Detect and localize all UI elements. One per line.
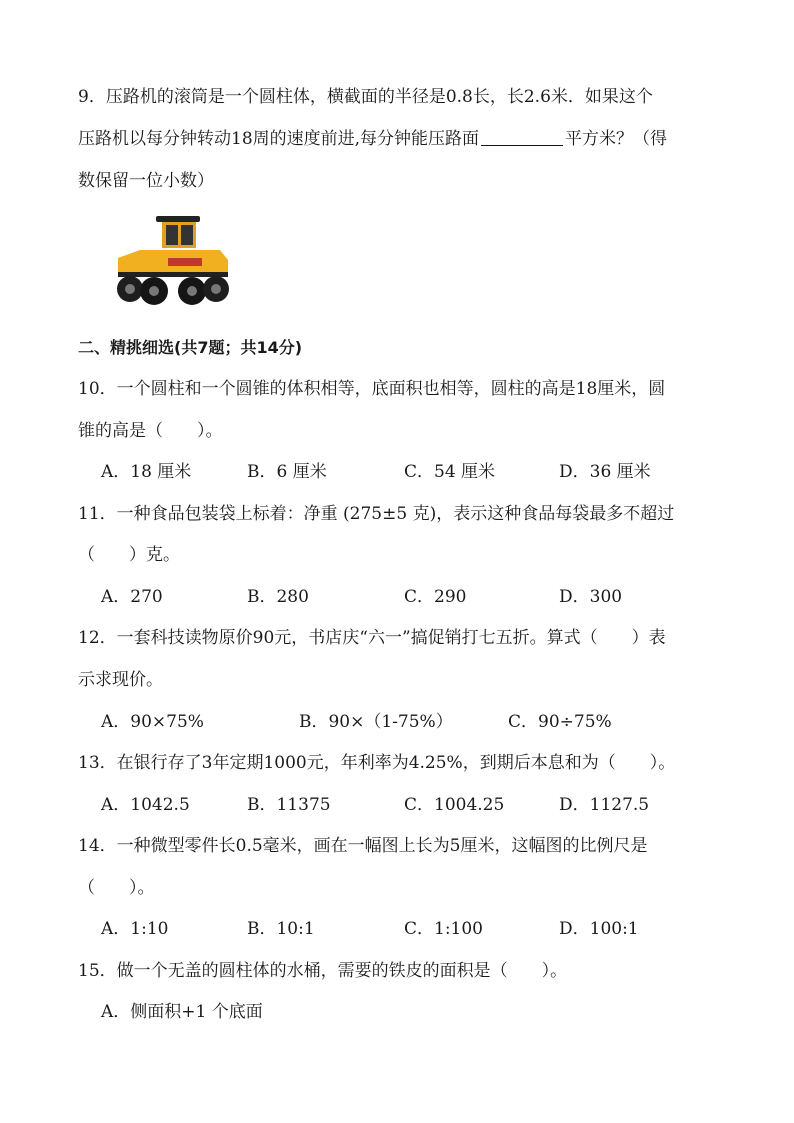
roller-roof xyxy=(156,216,200,222)
section-2-heading: 二、精挑细选(共7题；共14分) xyxy=(78,338,303,357)
q14-option-c[interactable]: C．1:100 xyxy=(404,919,483,939)
q13-option-a[interactable]: A．1042.5 xyxy=(101,795,190,815)
q11-option-d[interactable]: D．300 xyxy=(559,587,623,607)
answer-blank[interactable] xyxy=(481,129,563,146)
q13-option-b[interactable]: B．11375 xyxy=(247,795,331,815)
q11-line-2: （ ）克。 xyxy=(78,545,180,565)
q14-option-b[interactable]: B．10:1 xyxy=(247,919,315,939)
q14-option-a[interactable]: A．1:10 xyxy=(101,919,169,939)
q12-line-1: 12．一套科技读物原价90元，书店庆“六一”搞促销打七五折。算式（ ）表 xyxy=(78,628,666,648)
q10-line-1: 10．一个圆柱和一个圆锥的体积相等，底面积也相等，圆柱的高是18厘米，圆 xyxy=(78,379,666,399)
q11-option-b[interactable]: B．280 xyxy=(247,587,309,607)
q9-line-2-pre: 压路机以每分钟转动18周的速度前进,每分钟能压路面 xyxy=(78,129,480,149)
roller-window-right xyxy=(181,225,193,245)
q9-line-2-post: 平方米？（得 xyxy=(565,129,668,149)
q12-option-b[interactable]: B．90×（1-75%） xyxy=(299,712,453,732)
q13-option-d[interactable]: D．1127.5 xyxy=(559,795,650,815)
q11-line-1: 11．一种食品包装袋上标着：净重 (275±5 克)，表示这种食品每袋最多不超过 xyxy=(78,504,675,524)
roller-stripe xyxy=(168,258,202,266)
q14-line-2: （ ）。 xyxy=(78,878,155,898)
q11-option-a[interactable]: A．270 xyxy=(101,587,163,607)
q11-option-c[interactable]: C．290 xyxy=(404,587,467,607)
q9-line-1: 9．压路机的滚筒是一个圆柱体，横截面的半径是0.8长，长2.6米．如果这个 xyxy=(78,87,653,107)
q10-option-d[interactable]: D．36 厘米 xyxy=(559,462,651,482)
q12-option-a[interactable]: A．90×75% xyxy=(101,712,204,732)
q14-line-1: 14．一种微型零件长0.5毫米，画在一幅图上长为5厘米，这幅图的比例尺是 xyxy=(78,836,648,856)
roller-window-left xyxy=(166,225,178,245)
q9-line-3: 数保留一位小数） xyxy=(78,171,214,191)
q15-line-1: 15．做一个无盖的圆柱体的水桶，需要的铁皮的面积是（ ）。 xyxy=(78,961,568,981)
q15-option-a[interactable]: A．侧面积+1 个底面 xyxy=(101,1002,263,1022)
q10-option-b[interactable]: B．6 厘米 xyxy=(247,462,327,482)
q12-option-c[interactable]: C．90÷75% xyxy=(508,712,612,732)
q10-option-c[interactable]: C．54 厘米 xyxy=(404,462,496,482)
q13-line-1: 13．在银行存了3年定期1000元，年利率为4.25%，到期后本息和为（ ）。 xyxy=(78,753,676,773)
q10-line-2: 锥的高是（ ）。 xyxy=(78,421,223,441)
q12-line-2: 示求现价。 xyxy=(78,670,163,690)
road-roller-image xyxy=(110,212,235,312)
q10-option-a[interactable]: A．18 厘米 xyxy=(101,462,192,482)
q9-line-2 xyxy=(78,128,667,150)
q13-option-c[interactable]: C．1004.25 xyxy=(404,795,505,815)
q14-option-d[interactable]: D．100:1 xyxy=(559,919,639,939)
roller-frame xyxy=(118,272,228,277)
